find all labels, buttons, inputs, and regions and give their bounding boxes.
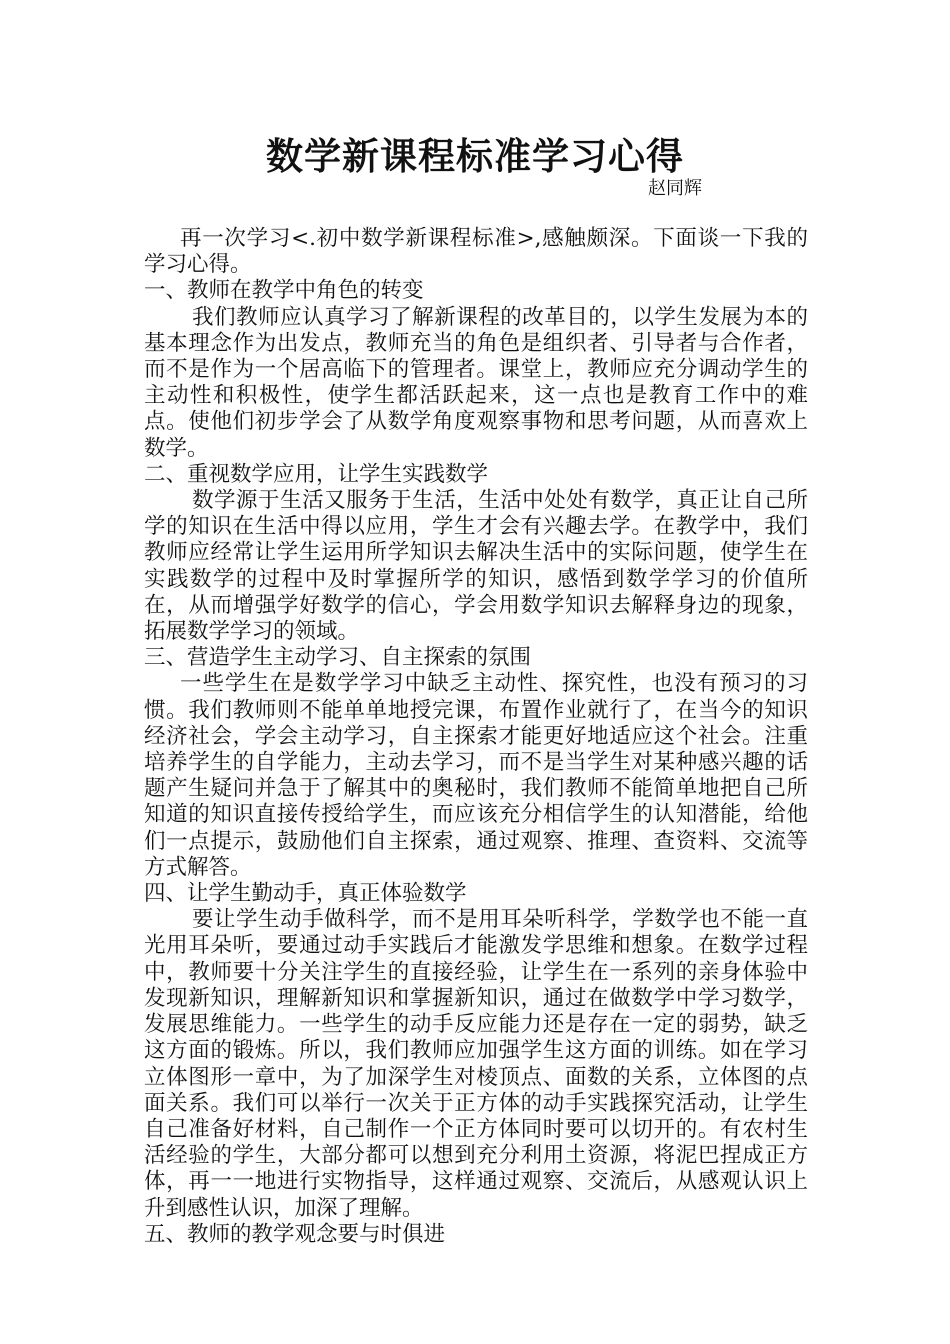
section-heading-3: 三、营造学生主动学习、自主探索的氛围 (144, 645, 532, 671)
page-title: 数学新课程标准学习心得 (266, 134, 684, 178)
section-heading-5: 五、教师的教学观念要与时俱进 (144, 1221, 446, 1247)
intro-paragraph: 再一次学习<.初中数学新课程标准>,感触颇深。下面谈一下我的学习心得。 (144, 226, 808, 278)
section-heading-1: 一、教师在教学中角色的转变 (144, 278, 424, 304)
section-paragraph-3: 一些学生在是数学学习中缺乏主动性、探究性，也没有预习的习惯。我们教师则不能单单地授完课，布置作业就行了，在当今的知识经济社会，学会主动学习，自主探索才能更好地适应这个社会。注重培养学生的自学能力，主动去学习，而不是当学生对某种感兴趣的话题产生疑问并急于了解其中的奥秘时，我们教师不能简单地把自己所知道的知识直接传授给学生，而应该充分相信学生的认知潜能，给他们一点提示，鼓励他们自主探索，通过观察、推理、查资料、交流等方式解答。 (144, 671, 808, 880)
section-paragraph-4: 要让学生动手做科学，而不是用耳朵听科学，学数学也不能一直光用耳朵听，要通过动手实践后才能激发学思维和想象。在数学过程中，教师要十分关注学生的直接经验，让学生在一系列的亲身体验中发现新知识，理解新知识和掌握新知识，通过在做数学中学习数学，发展思维能力。一些学生的动手反应能力还是存在一定的弱势，缺乏这方面的锻炼。所以，我们教师应加强学生这方面的训练。如在学习立体图形一章中，为了加深学生对棱顶点、面数的关系，立体图的点面关系。我们可以举行一次关于正方体的动手实践探究活动，让学生自己准备好材料，自己制作一个正方体同时要可以切开的。有农村生活经验的学生，大部分都可以想到充分利用土资源，将泥巴捏成正方体，再一一地进行实物指导，这样通过观察、交流后，从感观认识上升到感性认识，加深了理解。 (144, 907, 808, 1221)
section-heading-4: 四、让学生勤动手，真正体验数学 (144, 881, 467, 907)
document-body (144, 226, 808, 1248)
section-paragraph-2: 数学源于生活又服务于生活，生活中处处有数学，真正让自己所学的知识在生活中得以应用，学生才会有兴趣去学。在教学中，我们教师应经常让学生运用所学知识去解决生活中的实际问题，使学生在实践数学的过程中及时掌握所学的知识，感悟到数学学习的价值所在，从而增强学好数学的信心，学会用数学知识去解释身边的现象，拓展数学学习的领域。 (144, 488, 808, 645)
section-heading-2: 二、重视数学应用，让学生实践数学 (144, 461, 489, 487)
author-name: 赵同辉 (648, 178, 702, 199)
section-paragraph-1: 我们教师应认真学习了解新课程的改革目的，以学生发展为本的基本理念作为出发点，教师充当的角色是组织者、引导者与合作者，而不是作为一个居高临下的管理者。课堂上，教师应充分调动学生的主动性和积极性，使学生都活跃起来，这一点也是教育工作中的难点。使他们初步学会了从数学角度观察事物和思考问题，从而喜欢上数学。 (144, 304, 808, 461)
